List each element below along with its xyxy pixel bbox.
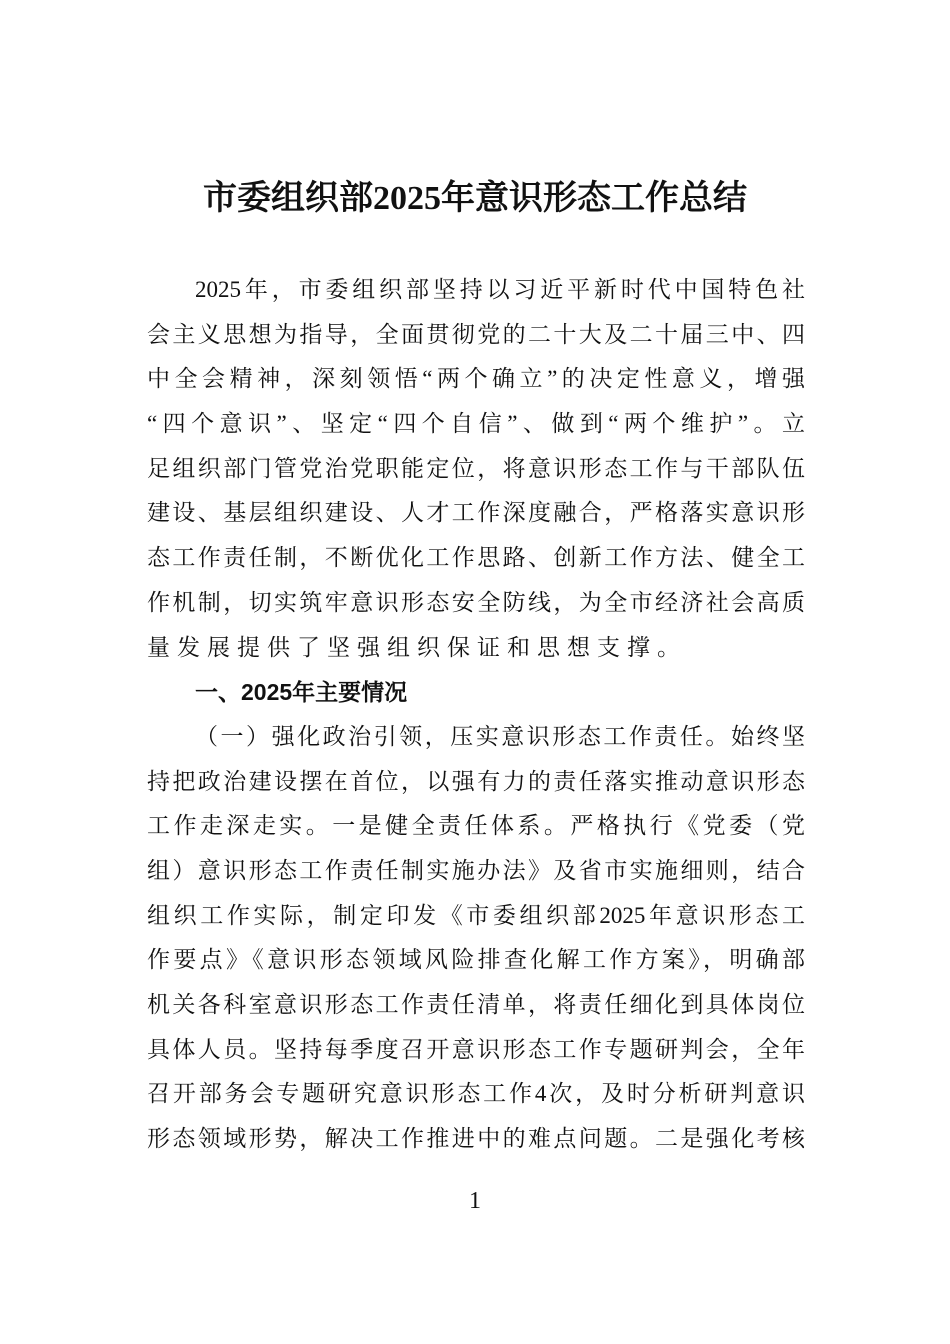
paragraph-line: 组织工作实际，制定印发《市委组织部2025年意识形态工 [147,902,805,928]
paragraph-line: 建设、基层组织建设、人才工作深度融合，严格落实意识形 [147,500,805,526]
paragraph-line: 2025年，市委组织部坚持以习近平新时代中国特色社 [195,277,805,302]
paragraph-line: 工作走深走实。一是健全责任体系。严格执行《党委（党 [147,813,805,839]
paragraph-line: 足组织部门管党治党职能定位，将意识形态工作与干部队伍 [147,455,805,481]
paragraph-line: 机关各科室意识形态工作责任清单，将责任细化到具体岗位 [147,992,805,1017]
paragraph-line: 组）意识形态工作责任制实施办法》及省市实施细则，结合 [147,857,805,883]
document-body [147,268,805,1162]
paragraph-line: “四个意识”、坚定“四个自信”、做到“两个维护”。立 [147,411,805,437]
paragraph-line: 作要点》《意识形态领域风险排查化解工作方案》，明确部 [147,947,805,973]
page-number: 1 [469,1188,481,1214]
paragraph-line: 量发展提供了坚强组织保证和思想支撑。 [147,634,687,660]
paragraph-line: 召开部务会专题研究意识形态工作4次，及时分析研判意识 [147,1081,805,1107]
paragraph-line: 会主义思想为指导，全面贯彻党的二十大及二十届三中、四 [147,321,805,347]
paragraph-line: 形态领域形势，解决工作推进中的难点问题。二是强化考核 [147,1126,805,1152]
paragraph-line: 具体人员。坚持每季度召开意识形态工作专题研判会，全年 [147,1036,805,1062]
document-title: 市委组织部2025年意识形态工作总结 [203,180,747,217]
paragraph-line: 持把政治建设摆在首位，以强有力的责任落实推动意识形态 [147,768,805,794]
paragraph-line: （一）强化政治引领，压实意识形态工作责任。始终坚 [195,723,805,749]
paragraph-line: 中全会精神，深刻领悟“两个确立”的决定性意义，增强 [147,366,805,392]
paragraph-line: 作机制，切实筑牢意识形态安全防线，为全市经济社会高质 [147,589,805,615]
paragraph-line: 态工作责任制，不断优化工作思路、创新工作方法、健全工 [147,545,805,571]
section-heading: 一、2025年主要情况 [195,679,408,706]
